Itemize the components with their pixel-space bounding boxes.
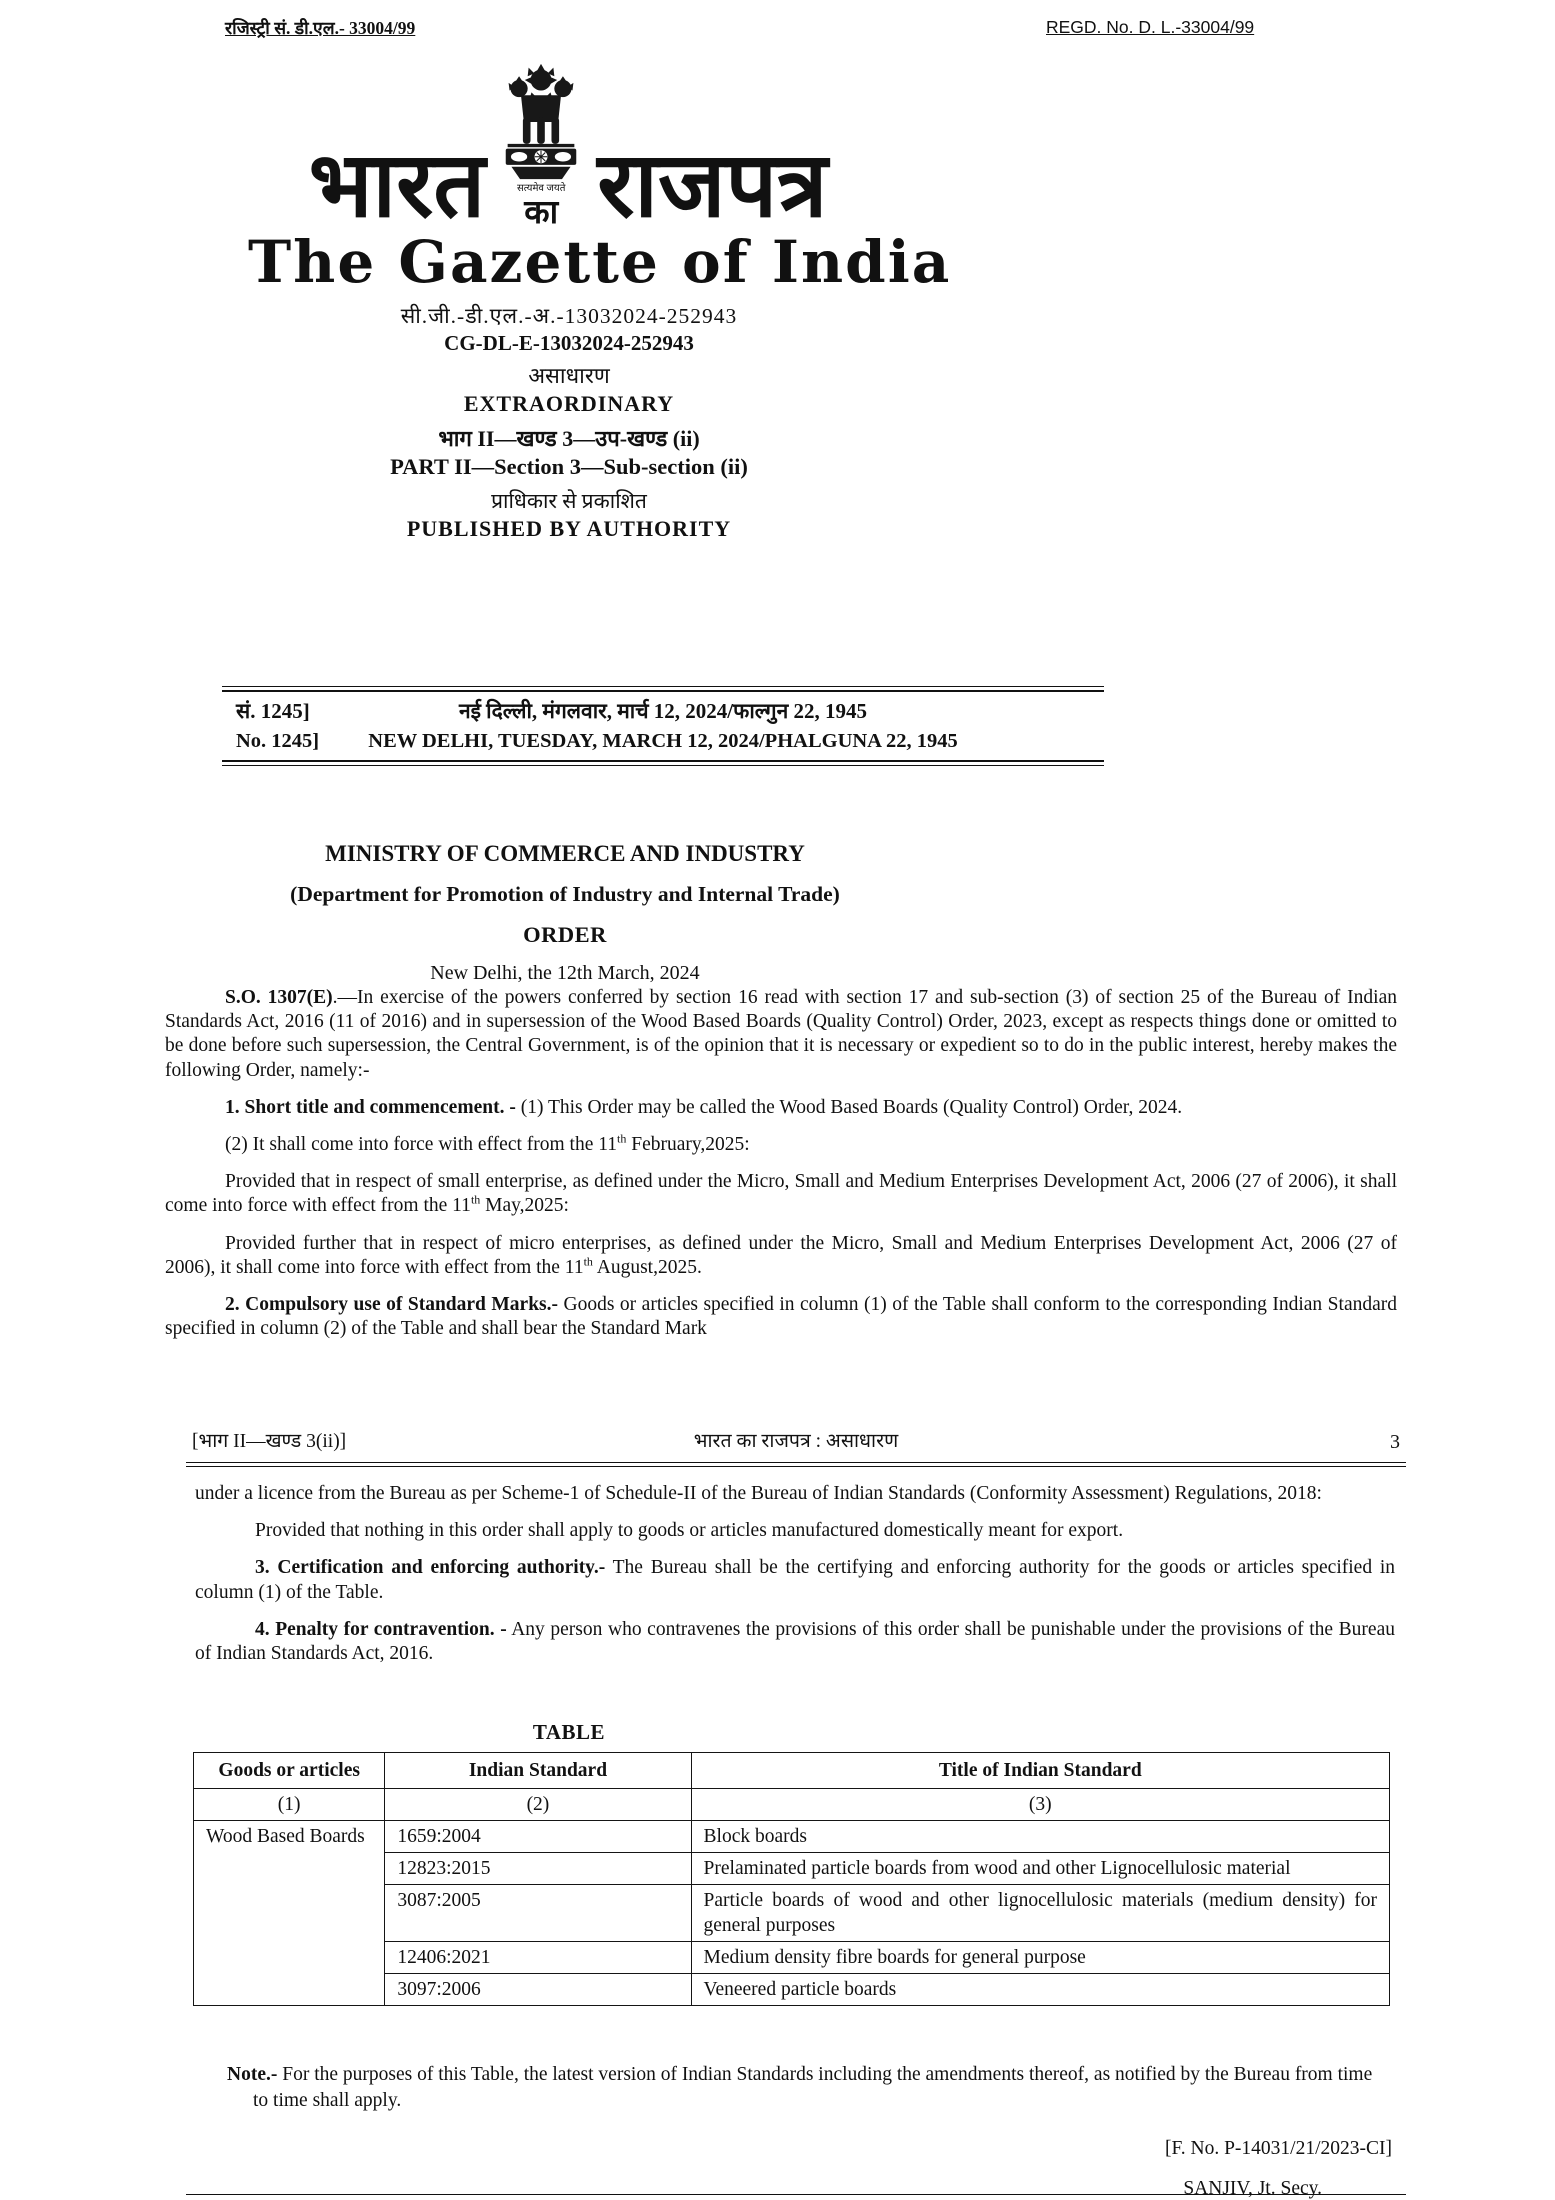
issue-row-hindi	[222, 692, 1104, 726]
commencement-text: (2) It shall come into force with effect from the 11	[225, 1134, 618, 1156]
superscript-th: th	[470, 1192, 481, 1207]
licence-text: under a licence from the Bureau as per Scheme-1 of Schedule-II of the Bureau of Indian Standards (Conformity Assessment) Regulations, 2018:	[195, 1483, 1322, 1504]
gazette-id-hindi: सी.जी.-डी.एल.-अ.-13032024-252943	[400, 304, 738, 328]
standards-table-wrapper	[193, 1752, 1390, 2006]
masthead-title-hindi-right: राजपत्र	[597, 135, 828, 236]
standard-cell: 12823:2015	[385, 1853, 691, 1885]
certification-heading: 3. Certification and enforcing authority.-	[255, 1557, 606, 1579]
para-so-1307	[165, 986, 1397, 1083]
masthead-title-hindi-left: भारत	[308, 135, 486, 236]
short-title-heading: 1. Short title and commencement. -	[225, 1096, 516, 1118]
order-body-page1	[165, 986, 1397, 1354]
para-proviso-export	[195, 1519, 1395, 1543]
para-commencement	[165, 1133, 1397, 1157]
title-cell: Medium density fibre boards for general purpose	[691, 1942, 1389, 1974]
para-compulsory-marks	[165, 1293, 1397, 1341]
title-cell: Block boards	[691, 1821, 1389, 1853]
col-header-goods: Goods or articles	[194, 1753, 385, 1789]
part-section-hindi: भाग II—खण्ड 3—उप-खण्ड (ii)	[438, 426, 700, 451]
issue-number-english: No. 1245]	[236, 730, 320, 752]
proviso-small-text: Provided that in respect of small enterprise, as defined under the Micro, Small and Medium Enterprises Development Act, 2006 (27 of 2006), it shall come into force with effect from the 11	[165, 1171, 1397, 1217]
col-num-1: (1)	[194, 1789, 385, 1821]
issue-date-english: NEW DELHI, TUESDAY, MARCH 12, 2024/PHALGUNA 22, 1945	[368, 730, 958, 752]
para-penalty	[195, 1618, 1395, 1666]
bottom-rule	[186, 2194, 1406, 2195]
proviso-export-text: Provided that nothing in this order shall apply to goods or articles manufactured domestically meant for export.	[255, 1520, 1124, 1542]
masthead-title-hindi-row	[248, 60, 888, 236]
para-proviso-micro	[165, 1232, 1397, 1280]
registry-number-hindi: रजिस्ट्री सं. डी.एल.- 33004/99	[225, 18, 416, 38]
masthead	[248, 60, 952, 296]
emblem-motto: सत्यमेव जयते	[516, 183, 566, 194]
note-label: Note.-	[227, 2064, 278, 2085]
superscript-th: th	[583, 1254, 593, 1269]
lion-capital-emblem-icon	[492, 60, 590, 182]
running-header-part: [भाग II—खण्ड 3(ii)]	[192, 1431, 347, 1452]
table-colnum-row	[194, 1789, 1390, 1821]
page3-header-rule	[186, 1462, 1406, 1467]
order-place-date: New Delhi, the 12th March, 2024	[430, 962, 700, 984]
penalty-text: Any person who contravenes the provisions of this order shall be punishable under the provisions of the Bureau of Indian Standards Act, 2016.	[195, 1618, 1395, 1665]
standard-cell: 3097:2006	[385, 1974, 691, 2006]
goods-cell: Wood Based Boards	[194, 1821, 385, 2006]
superscript-th: th	[617, 1131, 627, 1146]
order-heading: ORDER	[523, 922, 607, 947]
title-cell: Particle boards of wood and other lignocellulosic materials (medium density) for general purposes	[691, 1885, 1389, 1942]
standard-cell: 3087:2005	[385, 1885, 691, 1942]
compulsory-marks-heading: 2. Compulsory use of Standard Marks.-	[225, 1294, 559, 1316]
col-num-3: (3)	[691, 1789, 1389, 1821]
commencement-date: February,2025:	[626, 1134, 750, 1156]
ministry-title: MINISTRY OF COMMERCE AND INDUSTRY	[325, 841, 805, 866]
table-heading: TABLE	[532, 1720, 606, 1744]
issue-number-hindi: सं. 1245]	[236, 699, 310, 723]
proviso-micro-text: Provided further that in respect of micro enterprises, as defined under the Micro, Small and Medium Enterprises Development Act, 2006 (27 of 2006), it shall come into force with effect from the 11	[165, 1232, 1397, 1278]
standards-table	[193, 1752, 1390, 2006]
page-number: 3	[1390, 1431, 1400, 1453]
short-title-text: (1) This Order may be called the Wood Based Boards (Quality Control) Order, 2024.	[515, 1096, 1183, 1118]
state-emblem-column	[485, 60, 597, 231]
para-short-title	[165, 1096, 1397, 1120]
department-title: (Department for Promotion of Industry and Internal Trade)	[290, 882, 840, 906]
title-cell: Veneered particle boards	[691, 1974, 1389, 2006]
part-section-english: PART II—Section 3—Sub-section (ii)	[390, 454, 748, 479]
certification-text: The Bureau shall be the certifying and enforcing authority for the goods or articles specified in column (1) of the Table.	[195, 1557, 1395, 1603]
compulsory-marks-text: Goods or articles specified in column (1) of the Table shall conform to the corresponding Indian Standard specified in column (2) of the Table and shall bear the Standard Mark	[165, 1294, 1397, 1340]
table-row	[194, 1821, 1390, 1853]
proviso-micro-date: August,2025.	[592, 1256, 702, 1278]
edition-block	[169, 363, 969, 542]
table-note	[227, 2062, 1387, 2114]
gazette-id-english: CG-DL-E-13032024-252943	[444, 331, 694, 355]
double-rule-bottom	[222, 760, 1104, 766]
extraordinary-label-hindi: असाधारण	[528, 363, 610, 388]
gazette-id-block	[169, 303, 969, 357]
so-number: S.O. 1307(E)	[225, 987, 333, 1008]
ministry-heading-block	[150, 840, 980, 985]
issue-date-hindi: नई दिल्ली, मंगलवार, मार्च 12, 2024/फाल्गुन 22, 1945	[458, 699, 868, 723]
col-header-standard: Indian Standard	[385, 1753, 691, 1789]
issue-bar	[222, 686, 1104, 766]
standard-cell: 12406:2021	[385, 1942, 691, 1974]
para-certification	[195, 1556, 1395, 1604]
col-header-title: Title of Indian Standard	[691, 1753, 1389, 1789]
order-body-page3	[195, 1482, 1395, 1679]
file-number: [F. No. P-14031/21/2023-CI]	[1164, 2138, 1392, 2159]
masthead-title-english: The Gazette of India	[248, 228, 952, 296]
page3-running-header	[186, 1430, 1406, 1454]
table-header-row	[194, 1753, 1390, 1789]
masthead-title-hindi-middle: का	[524, 195, 559, 231]
para-licence	[195, 1482, 1395, 1506]
note-text: For the purposes of this Table, the latest version of Indian Standards including the amendments thereof, as notified by the Bureau from time to time shall apply.	[253, 2064, 1373, 2111]
extraordinary-label-english: EXTRAORDINARY	[463, 391, 675, 416]
para-proviso-small	[165, 1170, 1397, 1218]
title-cell: Prelaminated particle boards from wood and other Lignocellulosic material	[691, 1853, 1389, 1885]
signature: SANJIV, Jt. Secy.	[1183, 2178, 1322, 2199]
issue-row-english	[222, 726, 1104, 760]
published-by-authority-hindi: प्राधिकार से प्रकाशित	[491, 489, 647, 513]
registry-number-english: REGD. No. D. L.-33004/99	[1046, 17, 1255, 37]
running-header-title: भारत का राजपत्र : असाधारण	[693, 1431, 899, 1452]
col-num-2: (2)	[385, 1789, 691, 1821]
so-text: .—In exercise of the powers conferred by section 16 read with section 17 and sub-section (3) of section 25 of the Bureau of Indian Standards Act, 2016 (11 of 2016) and in supersession of the Wood Based Boards (Quality Control) Order, 2023, except as respects things done or omitted to be done before such supersession, the Central Government, is of the opinion that it is necessary or expedient so to do in the public interest, hereby makes the following Order, namely:-	[165, 987, 1397, 1081]
penalty-heading: 4. Penalty for contravention. -	[255, 1618, 507, 1640]
published-by-authority-english: PUBLISHED BY AUTHORITY	[406, 516, 732, 541]
proviso-small-date: May,2025:	[480, 1195, 569, 1217]
standard-cell: 1659:2004	[385, 1821, 691, 1853]
